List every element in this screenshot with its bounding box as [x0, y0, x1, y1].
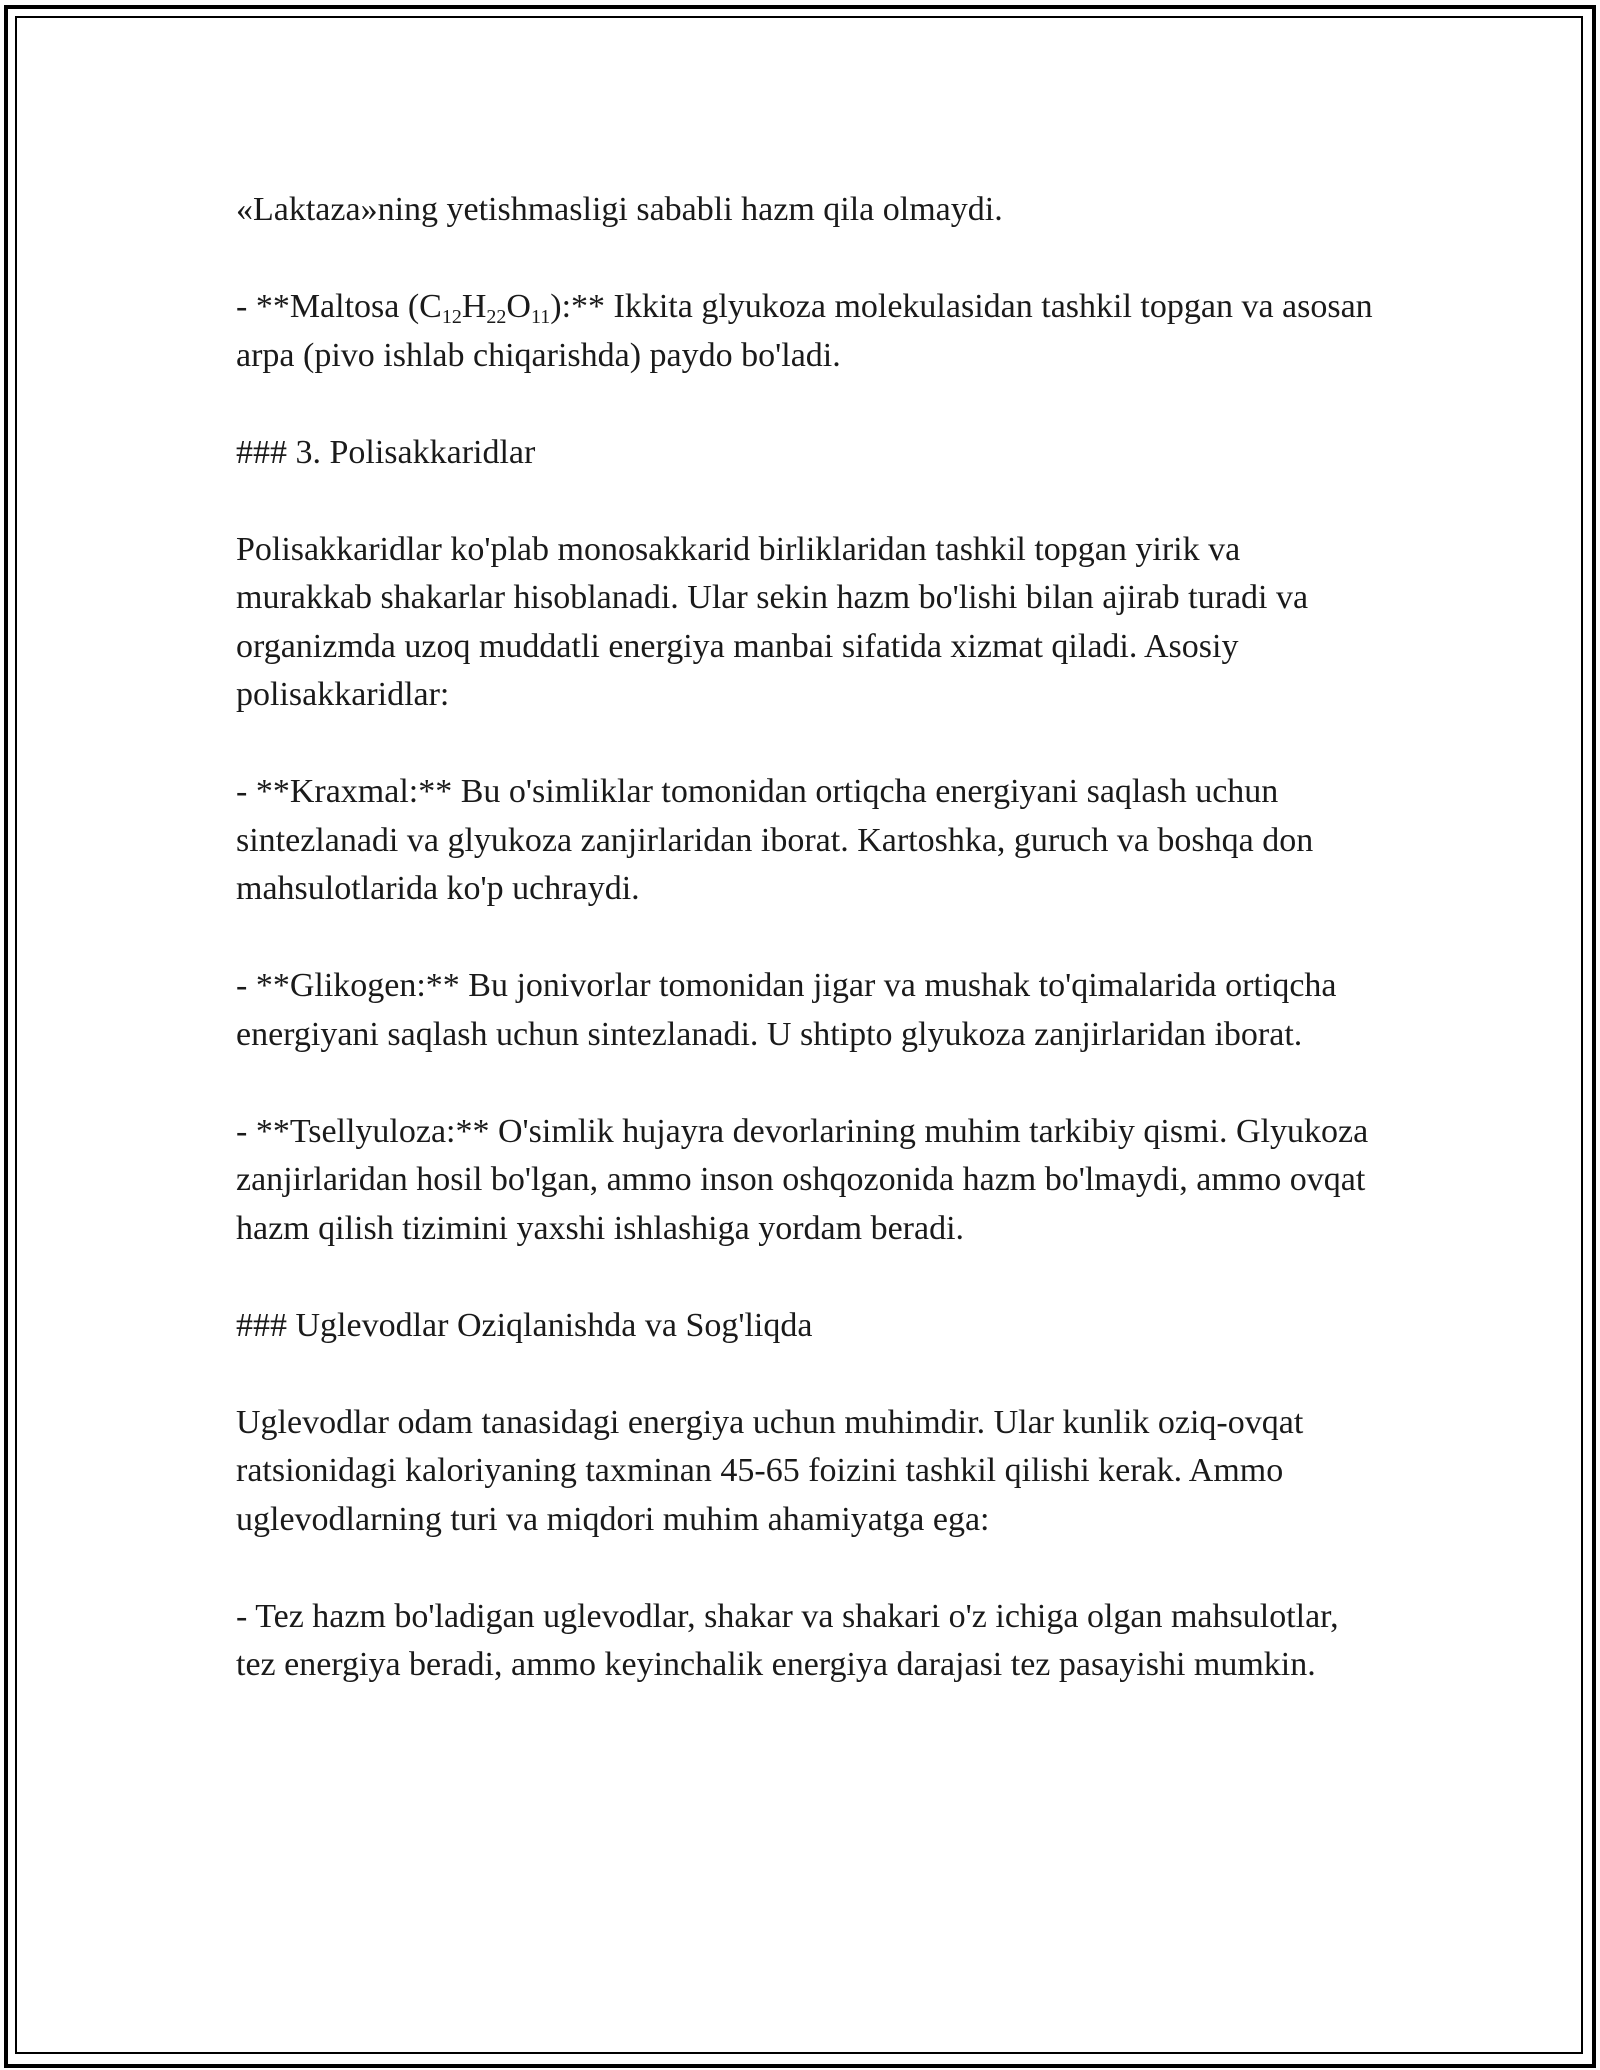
- paragraph-laktaza: «Laktaza»ning yetishmasligi sababli hazm qila olmaydi.: [236, 191, 1003, 228]
- formula-subscript-h: 22: [486, 306, 507, 328]
- formula-element-o: O: [506, 288, 531, 325]
- formula-element-h: H: [461, 288, 487, 325]
- paragraph-uglevodlar-intro: Uglevodlar odam tanasidagi energiya uchun muhimdir. Ular kunlik oziq-ovqat ratsionidagi kaloriyaning taxminan 45-65 foizini tashkil qilishi kerak. Ammo uglevodlarning turi va miqdori muhim ahamiyatga ega:: [236, 1403, 1312, 1538]
- paragraph-maltosa: [236, 283, 1382, 380]
- formula-subscript-c: 12: [441, 306, 462, 328]
- list-item-kraxmal: - **Kraxmal:** Bu o'simliklar tomonidan ortiqcha energiyani saqlash uchun sintezlanadi va glyukoza zanjirlaridan iborat. Kartoshka, guruch va boshqa don mahsulotlarida ko'p uchraydi.: [236, 773, 1322, 907]
- document-body: [236, 186, 1382, 1690]
- formula-subscript-o: 11: [530, 306, 551, 328]
- heading-uglevodlar-oziqlanishda: ### Uglevodlar Oziqlanishda va Sog'liqda: [236, 1306, 813, 1344]
- list-item-glikogen: - **Glikogen:** Bu jonivorlar tomonidan jigar va mushak to'qimalarida ortiqcha energiyani saqlash uchun sintezlanadi. U shtipto glyukoza zanjirlaridan iborat.: [236, 967, 1346, 1053]
- list-item-tez-hazm: - Tez hazm bo'ladigan uglevodlar, shakar va shakari o'z ichiga olgan mahsulotlar, tez energiya beradi, ammo keyinchalik energiya darajasi tez pasayishi mumkin.: [236, 1597, 1348, 1683]
- paragraph-polisakkaridlar-intro: Polisakkaridlar ko'plab monosakkarid birliklaridan tashkil topgan yirik va murakkab shakarlar hisoblanadi. Ular sekin hazm bo'lishi bilan ajirab turadi va organizmda uzoq muddatli energiya manbai sifatida xizmat qiladi. Asosiy polisakkaridlar:: [236, 530, 1317, 713]
- list-item-tsellyuloza: - **Tsellyuloza:** O'simlik hujayra devorlarining muhim tarkibiy qismi. Glyukoza zanjirlaridan hosil bo'lgan, ammo inson oshqozonida hazm bo'lmaydi, ammo ovqat hazm qilish tizimini yaxshi ishlashiga yordam beradi.: [236, 1112, 1377, 1247]
- maltosa-suffix: ):** Ikkita glyukoza molekulasidan tashkil topgan va asosan arpa (pivo ishlab chiqarishda) paydo bo'ladi.: [236, 288, 1382, 374]
- maltosa-prefix: - **Maltosa (C: [236, 288, 442, 325]
- heading-polisakkaridlar: ### 3. Polisakkaridlar: [236, 433, 536, 471]
